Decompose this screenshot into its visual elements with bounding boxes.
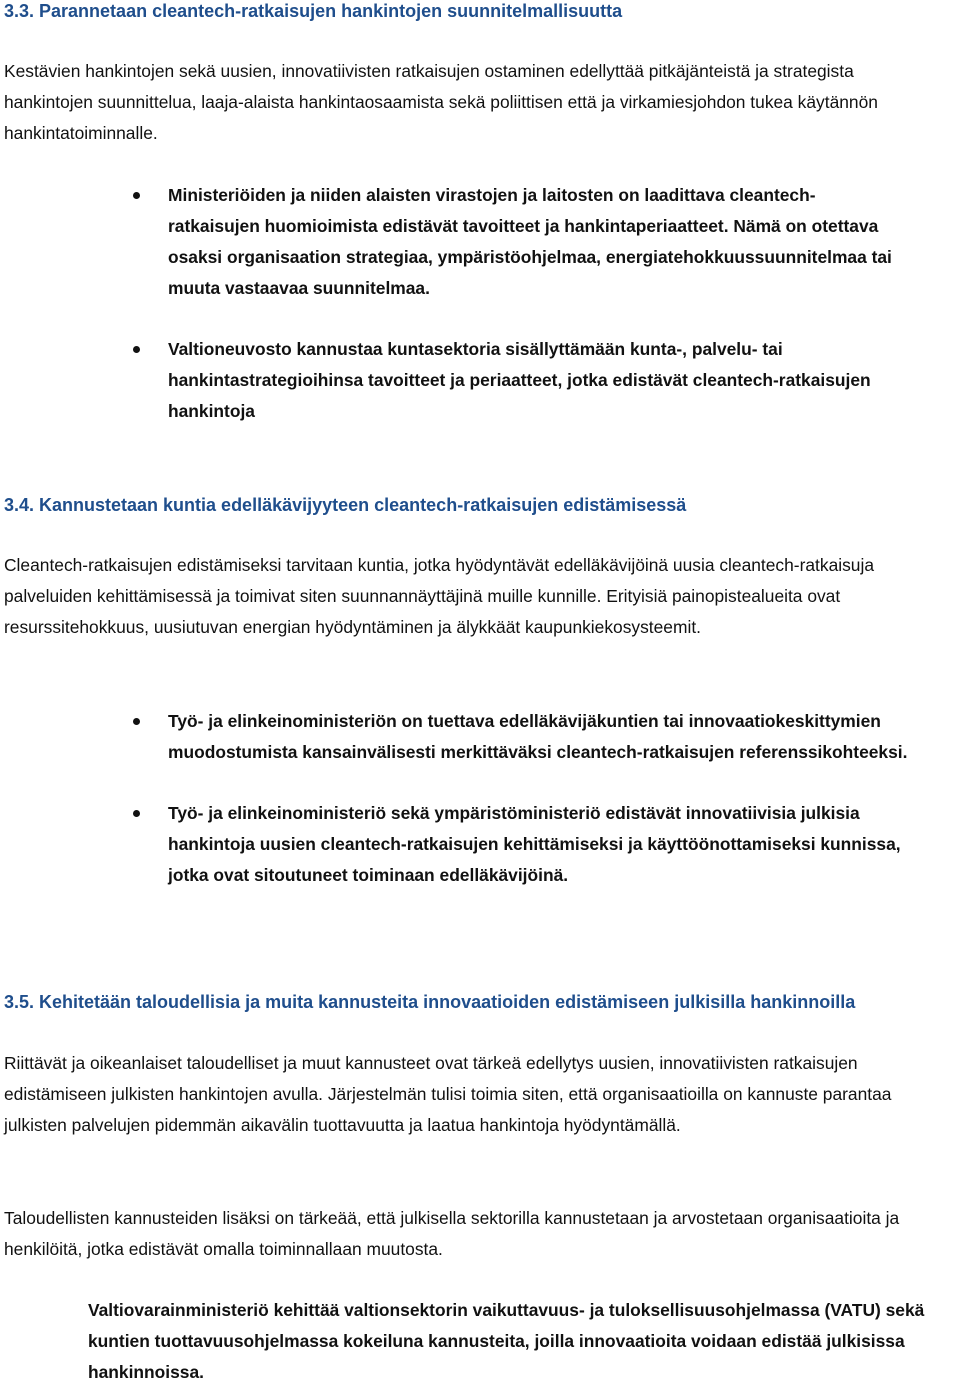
bullet-list-3-4 — [0, 706, 960, 891]
bullet-icon — [133, 810, 140, 817]
list-item-text: Työ- ja elinkeinoministeriö sekä ympäristöministeriö edistävät innovatiivisia julkisia hankintoja uusien cleantech-ratkaisujen kehittämiseksi ja käyttöönottamiseksi kunnissa, jotka ovat sitoutuneet toiminaan edelläkävijöinä. — [168, 803, 901, 885]
bullet-icon — [133, 192, 140, 199]
bullet-icon — [133, 718, 140, 725]
paragraph-3-3: Kestävien hankintojen sekä uusien, innovatiivisten ratkaisujen ostaminen edellyttää pitkäjänteistä ja strategista hankintojen suunnittelua, laaja-alaista hankintaosaamista sekä poliittisen että ja virkamiesjohdon tukea käytännön hankintatoiminnalle. — [4, 61, 878, 143]
paragraph-3-5-b: Taloudellisten kannusteiden lisäksi on tärkeää, että julkisella sektorilla kannustetaan ja arvostetaan organisaatioita ja henkilöitä, jotka edistävät omalla toiminnallaan muutosta. — [4, 1208, 900, 1259]
list-item-text: Valtioneuvosto kannustaa kuntasektoria sisällyttämään kunta-, palvelu- tai hankintastrategioihinsa tavoitteet ja periaatteet, jotka edistävät cleantech-ratkaisujen hankintoja — [168, 339, 871, 421]
list-item — [0, 334, 960, 427]
list-item-text: Työ- ja elinkeinoministeriön on tuettava edelläkävijäkuntien tai innovaatiokeskittymien muodostumista kansainvälisesti merkittäväksi cleantech-ratkaisujen referenssikohteeksi. — [168, 711, 908, 762]
paragraph-3-5-a: Riittävät ja oikeanlaiset taloudelliset ja muut kannusteet ovat tärkeä edellytys uusien, innovatiivisten ratkaisujen edistämiseen julkisten hankintojen avulla. Järjestelmän tulisi toimia siten, että organisaatioilla on kannuste parantaa julkisten palvelujen pidemmän aikavälin tuottavuutta ja laatua hankintoja hyödyntämällä. — [4, 1053, 892, 1135]
bold-callout: Valtiovarainministeriö kehittää valtionsektorin vaikuttavuus- ja tuloksellisuusohjelmassa (VATU) sekä kuntien tuottavuusohjelmassa kokeiluna kannusteita, joilla innovaatioita voidaan edistää julkisissa hankinnoissa. — [88, 1300, 925, 1382]
section-heading-3-3: 3.3. Parannetaan cleantech-ratkaisujen hankintojen suunnitelmallisuutta — [4, 1, 623, 21]
list-item-text: Ministeriöiden ja niiden alaisten virastojen ja laitosten on laadittava cleantech-ratkaisujen huomioimista edistävät tavoitteet ja hankintaperiaatteet. Nämä on otettava osaksi organisaation strategiaa, ympäristöohjelmaa, energiatehokkuussuunnitelmaa tai muuta vastaavaa suunnitelmaa. — [168, 185, 892, 298]
bullet-list-3-3 — [0, 180, 960, 427]
list-item — [0, 798, 960, 891]
list-item — [0, 706, 960, 768]
bullet-icon — [133, 346, 140, 353]
section-heading-3-5: 3.5. Kehitetään taloudellisia ja muita kannusteita innovaatioiden edistämiseen julkisilla hankinnoilla — [4, 992, 856, 1012]
section-heading-3-4: 3.4. Kannustetaan kuntia edelläkävijyyteen cleantech-ratkaisujen edistämisessä — [4, 495, 687, 515]
list-item — [0, 180, 960, 304]
paragraph-3-4: Cleantech-ratkaisujen edistämiseksi tarvitaan kuntia, jotka hyödyntävät edelläkävijöinä uusia cleantech-ratkaisuja palveluiden kehittämisessä ja toimivat siten suunnannäyttäjinä muille kunnille. Erityisiä painopistealueita ovat resurssitehokkuus, uusiutuvan energian hyödyntäminen ja älykkäät kaupunkiekosysteemit. — [4, 555, 875, 637]
